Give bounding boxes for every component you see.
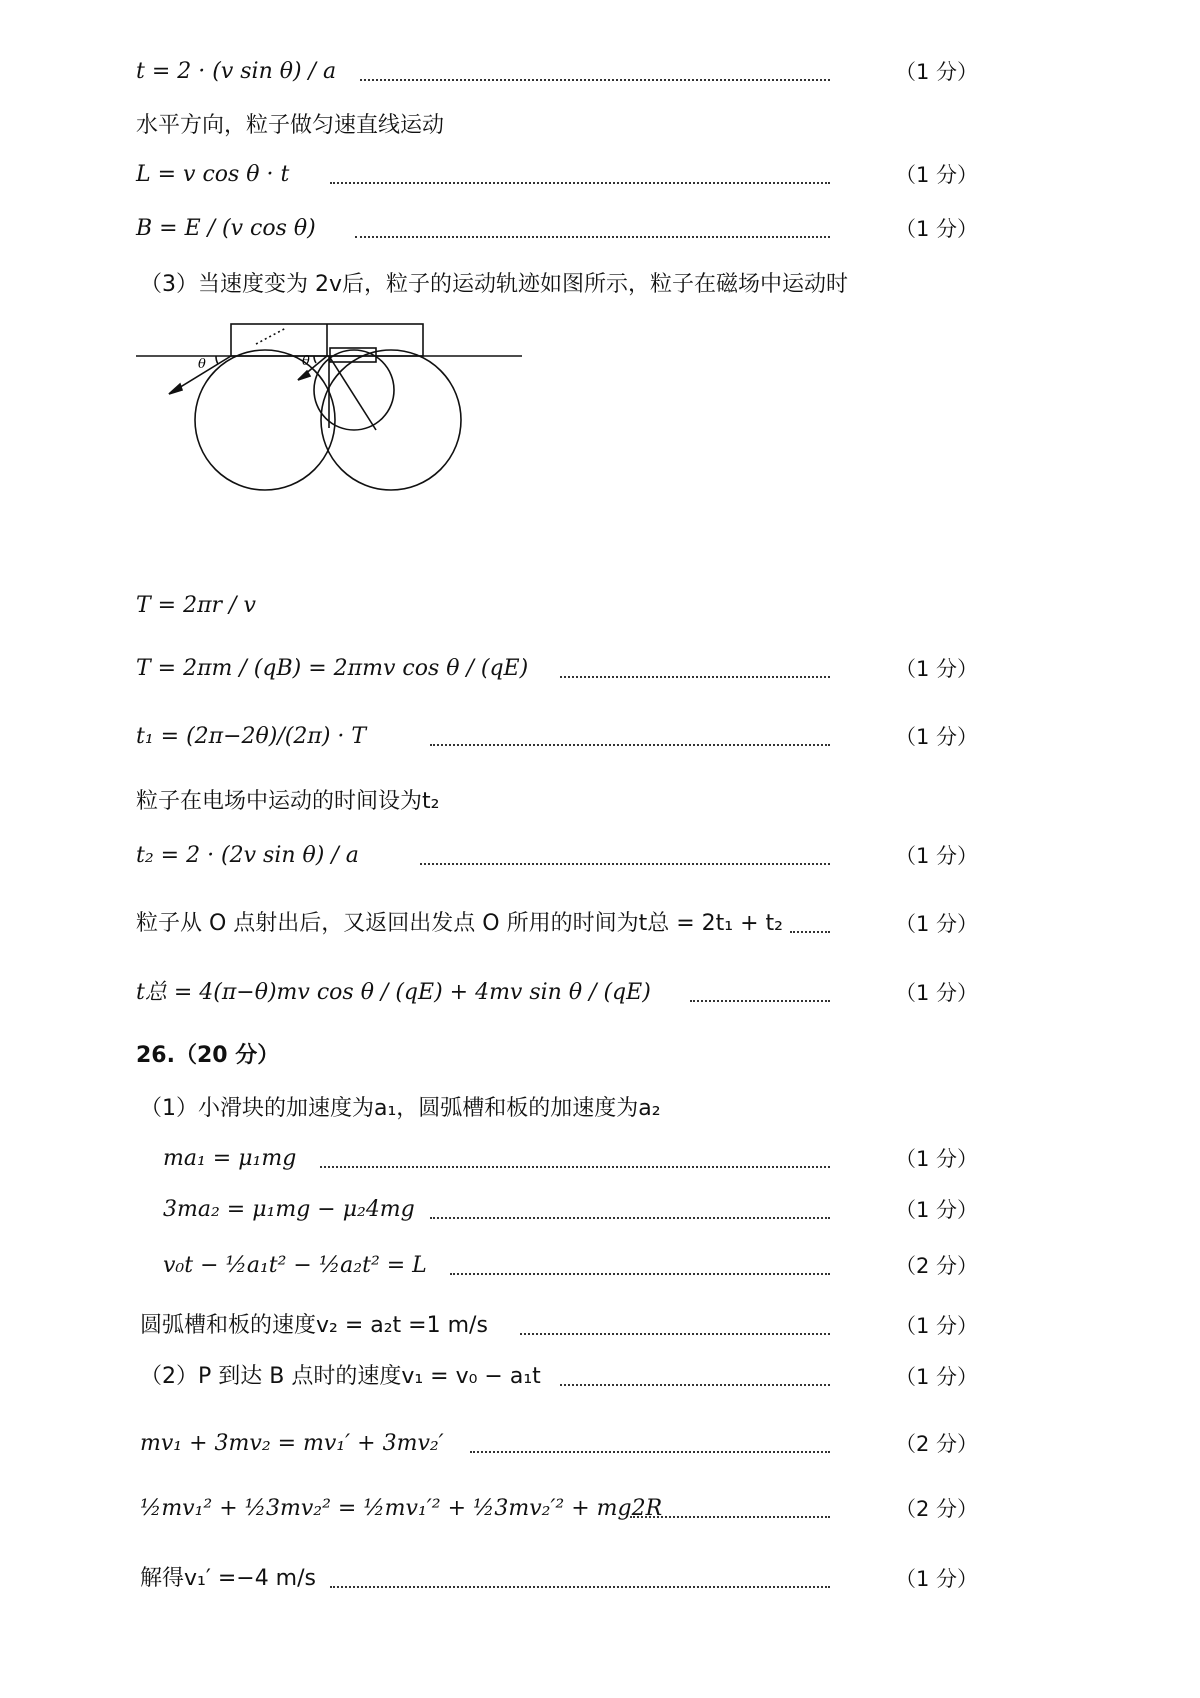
equation: T = 2πm / (qB) = 2πmv cos θ / (qE): [136, 656, 529, 681]
equation: t₁ = (2π−2θ)/(2π) · T: [136, 724, 367, 749]
equation: t = 2 · (v sin θ) / a: [136, 59, 337, 84]
paragraph: 解得v₁′ =−4 m/s: [140, 1566, 316, 1591]
equation-line: [0, 1424, 1200, 1464]
equation: L = v cos θ · t: [136, 162, 290, 187]
equation-line: [0, 1139, 1200, 1179]
angle-label-left: θ: [198, 357, 206, 372]
leader-dots: [330, 182, 830, 184]
leader-dots: [470, 1451, 830, 1453]
equation: v₀t − ½a₁t² − ½a₂t² = L: [163, 1253, 427, 1278]
score: （1 分）: [894, 844, 978, 868]
score: （2 分）: [894, 1497, 978, 1521]
arrow-head-right: [298, 371, 310, 380]
score: （2 分）: [894, 1432, 978, 1456]
equation-line: [0, 209, 1200, 249]
leader-dots: [790, 931, 830, 933]
equation: t₂ = 2 · (2v sin θ) / a: [136, 843, 359, 868]
equation: 3ma₂ = μ₁mg − μ₂4mg: [163, 1197, 415, 1222]
text-line: [0, 782, 1200, 822]
equation-line: [0, 1246, 1200, 1286]
leader-dots: [560, 1384, 830, 1386]
angle-arc-right: [314, 356, 316, 363]
leader-dots: [330, 1586, 830, 1588]
angle-arc-left: [216, 356, 218, 364]
trajectory-figure: [136, 318, 536, 522]
equation-line: [0, 586, 1200, 626]
paragraph: 圆弧槽和板的速度v₂ = a₂t =1 m/s: [140, 1313, 488, 1338]
text-line: [0, 1357, 1200, 1397]
leader-dots: [690, 1000, 830, 1002]
equation-line: [0, 973, 1200, 1013]
leader-dots: [430, 744, 830, 746]
equation-line: [0, 649, 1200, 689]
radius-line: [329, 356, 376, 430]
leader-dots: [430, 1217, 830, 1219]
score: （1 分）: [894, 163, 978, 187]
paragraph: （2）P 到达 B 点时的速度v₁ = v₀ − a₁t: [140, 1364, 541, 1389]
arrow-head-left: [169, 384, 182, 394]
score: （1 分）: [894, 1147, 978, 1171]
angle-label-right: θ: [302, 354, 310, 369]
paragraph: 水平方向，粒子做匀速直线运动: [136, 113, 445, 138]
score: （1 分）: [894, 1314, 978, 1338]
text-line: [0, 1306, 1200, 1346]
leader-dots: [560, 676, 830, 678]
dotted-guide: [256, 328, 286, 344]
equation-line: [0, 836, 1200, 876]
text-line: [0, 904, 1200, 944]
score: （1 分）: [894, 217, 978, 241]
score: （1 分）: [894, 981, 978, 1005]
leader-dots: [360, 79, 830, 81]
equation: ½mv₁² + ½3mv₂² = ½mv₁′² + ½3mv₂′² + mg2R: [140, 1496, 663, 1521]
paragraph: （3）当速度变为 2v后，粒子的运动轨迹如图所示，粒子在磁场中运动时: [140, 272, 849, 297]
text-line: [0, 1089, 1200, 1129]
leader-dots: [630, 1516, 830, 1518]
trajectory-circle-left: [195, 350, 335, 490]
equation: T = 2πr / v: [136, 593, 256, 618]
score: （1 分）: [894, 1567, 978, 1591]
section-heading: 26.（20 分）: [136, 1043, 280, 1068]
text-line: [0, 1559, 1200, 1599]
score: （1 分）: [894, 912, 978, 936]
equation-line: [0, 52, 1200, 92]
leader-dots: [355, 236, 830, 238]
equation-line: [0, 1190, 1200, 1230]
score: （1 分）: [894, 657, 978, 681]
score: （1 分）: [894, 60, 978, 84]
equation: t总 = 4(π−θ)mv cos θ / (qE) + 4mv sin θ / (qE): [136, 980, 651, 1005]
score: （1 分）: [894, 1365, 978, 1389]
score: （1 分）: [894, 1198, 978, 1222]
paragraph: 粒子从 O 点射出后，又返回出发点 O 所用的时间为t总 = 2t₁ + t₂: [136, 911, 783, 936]
equation-line: [0, 717, 1200, 757]
trajectory-circle-right: [321, 350, 461, 490]
score: （1 分）: [894, 725, 978, 749]
leader-dots: [520, 1333, 830, 1335]
section-heading-line: [0, 1036, 1200, 1076]
text-line: [0, 265, 1200, 305]
paragraph: 粒子在电场中运动的时间设为t₂: [136, 789, 440, 814]
equation-line: [0, 155, 1200, 195]
text-line: [0, 106, 1200, 146]
score: （2 分）: [894, 1254, 978, 1278]
leader-dots: [420, 863, 830, 865]
equation: mv₁ + 3mv₂ = mv₁′ + 3mv₂′: [140, 1431, 444, 1456]
equation: B = E / (v cos θ): [136, 216, 316, 241]
equation-line: [0, 1489, 1200, 1529]
paragraph: （1）小滑块的加速度为a₁，圆弧槽和板的加速度为a₂: [140, 1096, 661, 1121]
equation: ma₁ = μ₁mg: [163, 1146, 297, 1171]
leader-dots: [450, 1273, 830, 1275]
trajectory-diagram: [136, 318, 536, 518]
leader-dots: [320, 1166, 830, 1168]
